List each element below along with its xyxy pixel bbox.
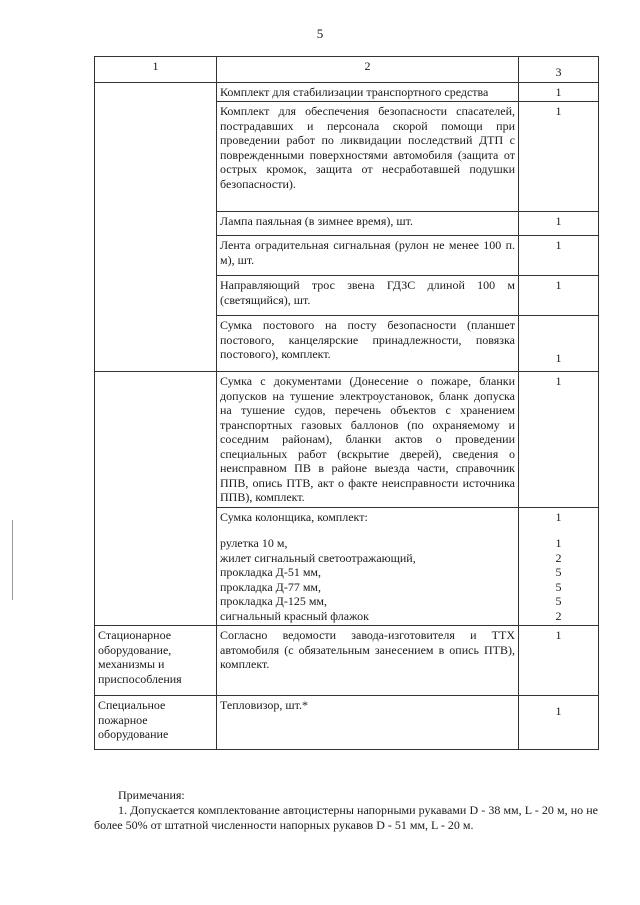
scan-margin-line bbox=[12, 520, 13, 600]
quantity-cell: 1 bbox=[519, 696, 599, 750]
quantity-cell: 1 bbox=[519, 276, 599, 316]
list-item: сигнальный красный флажок bbox=[220, 608, 369, 623]
quantity-value: 5 bbox=[555, 579, 562, 594]
quantity-cell: 1 bbox=[519, 236, 599, 276]
description-cell: Сумка с документами (Донесение о пожаре, бланки допусков на тушение электроустановок, бланк допуска на тушение судов, перечень объектов с хранением транспортных газовых баллонов (по охраняемому и соседним районам), бланки актов о проведении специальных работ (вскрытие дверей), сведения о неисправном ПВ в районе выезда части, справочник ППВ, опись ПТВ, акт о факте неисправности источника ППВ), комплект. bbox=[217, 372, 519, 508]
category-cell-empty bbox=[95, 82, 217, 372]
description-cell: Сумка постового на посту безопасности (планшет постового, канцелярские принадлежности, повязка постового), комплект. bbox=[217, 316, 519, 372]
description-cell: Направляющий трос звена ГДЗС длиной 100 м (светящийся), шт. bbox=[217, 276, 519, 316]
header-col-3: 3 bbox=[519, 57, 599, 83]
quantity-cell: 1 bbox=[519, 82, 599, 102]
note-item: 1. Допускается комплектование автоцистерны напорными рукавами D - 38 мм, L - 20 м, но не более 50% от штатной численности напорных рукавов D - 51 мм, L - 20 м. bbox=[94, 803, 598, 832]
notes-section bbox=[94, 788, 598, 833]
kolonshchik-list bbox=[217, 507, 519, 626]
list-item: прокладка Д-77 мм, bbox=[220, 579, 322, 594]
header-col-2: 2 bbox=[217, 57, 519, 83]
table-row-stationary bbox=[95, 626, 599, 696]
table-row-special bbox=[95, 696, 599, 750]
kolonshchik-quantities bbox=[519, 507, 599, 626]
category-cell: Специальное пожарное оборудование bbox=[95, 696, 217, 750]
quantity-value: 5 bbox=[555, 565, 562, 579]
notes-title: Примечания: bbox=[118, 788, 185, 802]
list-item: прокладка Д-125 мм, bbox=[220, 594, 328, 608]
description-cell: Лампа паяльная (в зимнее время), шт. bbox=[217, 212, 519, 236]
quantity-value: 1 bbox=[555, 509, 562, 524]
description-cell: Комплект для обеспечения безопасности спасателей, пострадавших и персонала скорой помощи при проведении работ по ликвидации последствий ДТП с поврежденными поверхностями автомобиля (защита от острых кромок, защита от несработавшей подушки безопасности). bbox=[217, 102, 519, 212]
kolonshchik-title: Сумка колонщика, комплект: bbox=[220, 509, 368, 524]
table-header-row bbox=[95, 57, 599, 83]
header-col-1: 1 bbox=[95, 57, 217, 83]
spacer bbox=[522, 524, 595, 536]
quantity-value: 1 bbox=[555, 536, 562, 550]
equipment-table bbox=[94, 56, 599, 750]
page-number: 5 bbox=[316, 26, 324, 41]
table-row bbox=[95, 82, 599, 102]
quantity-cell: 1 bbox=[519, 102, 599, 212]
description-cell: Комплект для стабилизации транспортного средства bbox=[217, 82, 519, 102]
list-item: рулетка 10 м, bbox=[220, 536, 288, 550]
spacer bbox=[220, 524, 515, 536]
category-cell-empty bbox=[95, 372, 217, 626]
description-cell: Согласно ведомости завода-изготовителя и ТТХ автомобиля (с обязательным занесением в опись ПТВ), комплект. bbox=[217, 626, 519, 696]
list-item: жилет сигнальный светоотражающий, bbox=[220, 550, 416, 565]
table-row bbox=[95, 372, 599, 508]
description-cell: Лента оградительная сигнальная (рулон не менее 100 п. м), шт. bbox=[217, 236, 519, 276]
quantity-cell: 1 bbox=[519, 372, 599, 508]
list-item: прокладка Д-51 мм, bbox=[220, 565, 322, 579]
quantity-cell: 1 bbox=[519, 212, 599, 236]
category-cell: Стационарное оборудование, механизмы и приспособления bbox=[95, 626, 217, 696]
quantity-value: 2 bbox=[555, 550, 562, 565]
quantity-value: 5 bbox=[555, 594, 562, 608]
quantity-cell: 1 bbox=[519, 316, 599, 372]
description-cell: Тепловизор, шт.* bbox=[217, 696, 519, 750]
quantity-cell: 1 bbox=[519, 626, 599, 696]
quantity-value: 2 bbox=[555, 608, 562, 623]
